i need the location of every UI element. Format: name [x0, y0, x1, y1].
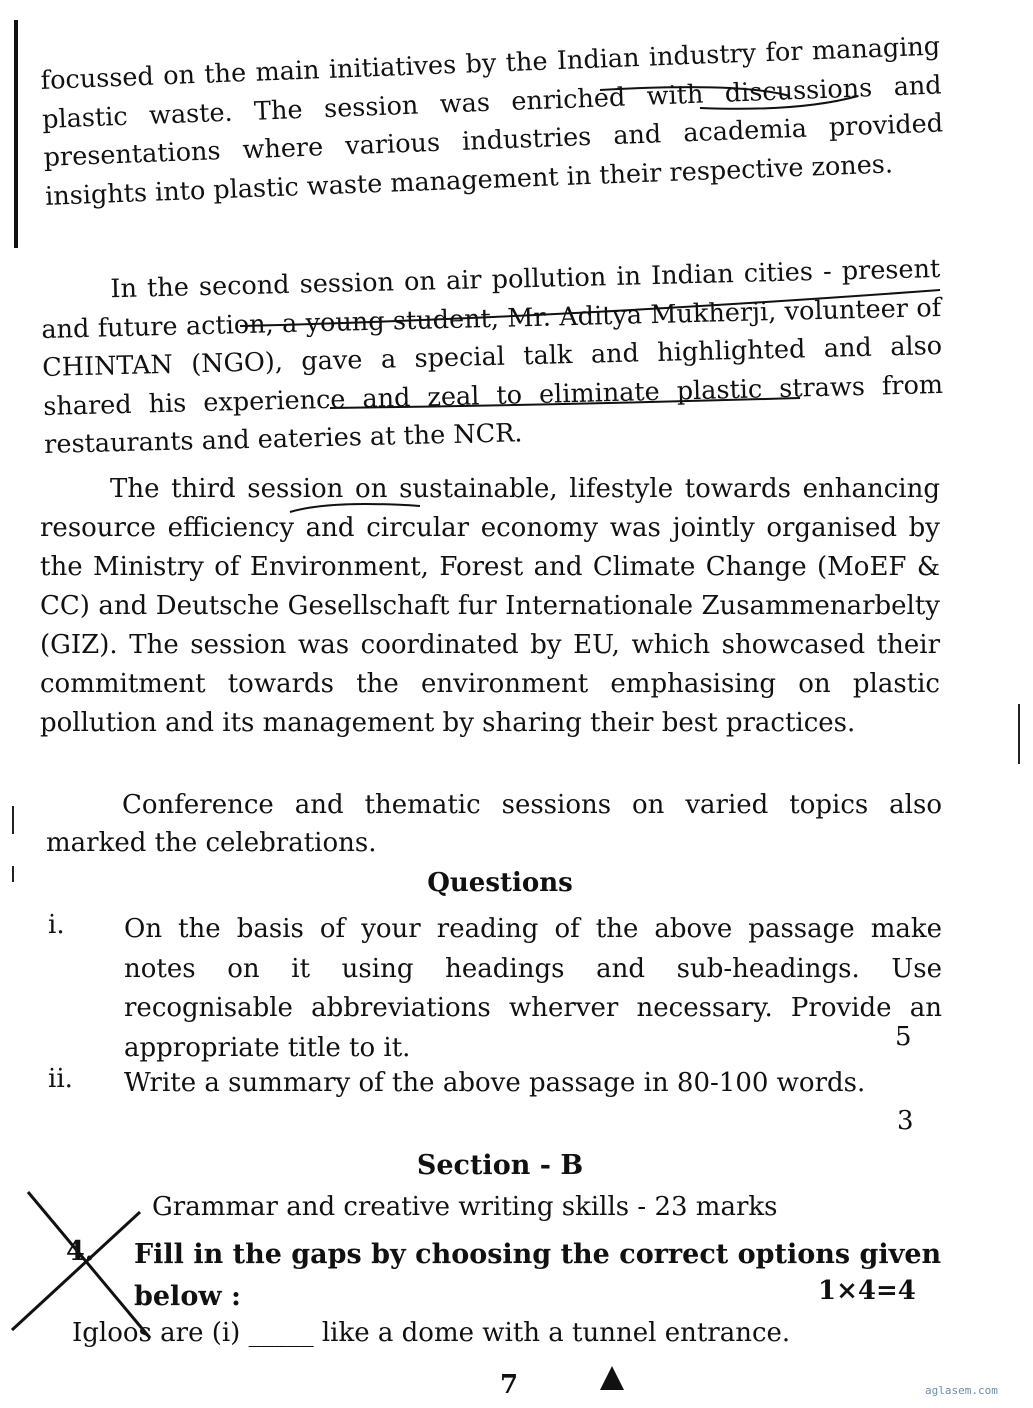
- question-text: On the basis of your reading of the above passage make notes on it using headings and sub-headings. Use recognisable abbreviations wherver necessary. Provide an appropriate title to it.: [124, 914, 942, 1063]
- passage-paragraph-2: In the second session on air pollution in Indian cities - present and future action, a young student, Mr. Aditya Mukherji, volunteer of CHINTAN (NGO), gave a special talk and highlighted and also shared his experience and zeal to eliminate plastic straws from restaurants and eateries at the NCR.: [41, 254, 944, 460]
- passage-paragraph-1: focussed on the main initiatives by the Indian industry for managing plastic waste. The session was enriched with discussions and presentations where various industries and academia provided insights into plastic waste management in their respective zones.: [40, 31, 944, 212]
- passage-paragraph-4: Conference and thematic sessions on varied topics also marked the celebrations.: [46, 790, 942, 858]
- question-4-number: 4.: [66, 1236, 95, 1267]
- watermark: aglasem.com: [925, 1384, 998, 1397]
- section-b-subheading: Grammar and creative writing skills - 23 marks: [152, 1192, 778, 1222]
- section-b-heading: Section - B: [416, 1150, 584, 1181]
- question-number: i.: [48, 910, 65, 940]
- question-marks: 5: [895, 1022, 912, 1052]
- question-4-text: Fill in the gaps by choosing the correct options given below :: [134, 1239, 942, 1312]
- ink-smudge: [600, 1366, 624, 1390]
- margin-tick: [12, 806, 14, 834]
- cross-mark: [12, 1212, 140, 1330]
- question-marks: 3: [897, 1106, 914, 1136]
- passage-paragraph-3: The third session on sustainable, lifestyle towards enhancing resource efficiency and circular economy was jointly organised by the Ministry of Environment, Forest and Climate Change (MoEF & CC) and Deutsche Gesellschaft fur Internationale Zusammenarbelty (GIZ). The session was coordinated by EU, which showcased their commitment towards the environment emphasising on plastic pollution and its management by sharing their best practices.: [40, 474, 940, 738]
- margin-tick: [1018, 704, 1020, 764]
- questions-heading: Questions: [427, 868, 573, 898]
- page-number: 7: [500, 1370, 519, 1400]
- question-4-marks: 1×4=4: [818, 1276, 916, 1306]
- gap-fill-sentence: Igloos are (i) _____ like a dome with a tunnel entrance.: [72, 1318, 791, 1348]
- question-text: Write a summary of the above passage in 80-100 words.: [124, 1068, 866, 1098]
- question-number: ii.: [48, 1064, 73, 1094]
- margin-line: [14, 20, 18, 248]
